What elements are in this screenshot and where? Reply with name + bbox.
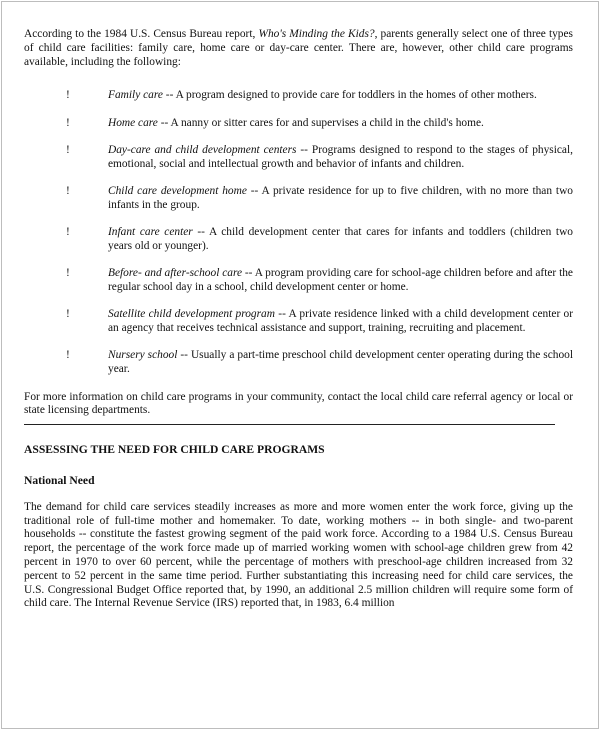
bullet-glyph: ! [66, 308, 70, 321]
intro-after: , parents generally select one of three types of child care facilities: family care, home care or day-care center. There are, however, other child care programs available, including the following: [24, 28, 573, 68]
definition-term: Satellite child development program [108, 308, 275, 321]
definition-term: Infant care center [108, 226, 193, 239]
definition-description: -- Usually a part-time preschool child development center operating during the school year. [108, 349, 573, 376]
definition-term: Home care [108, 116, 158, 129]
bullet-glyph: ! [66, 349, 70, 362]
definition-item [24, 185, 573, 213]
definition-item [24, 349, 573, 377]
bullet-glyph: ! [66, 143, 70, 156]
definition-term: Family care [108, 89, 163, 102]
bullet-glyph: ! [66, 89, 70, 102]
intro-paragraph [24, 28, 573, 69]
bullet-glyph: ! [66, 267, 70, 280]
document-page [1, 1, 599, 729]
definition-description: -- A child development center that cares for infants and toddlers (children two years old or younger). [108, 226, 573, 252]
definition-description: -- A nanny or sitter cares for and supervises a child in the child's home. [157, 116, 484, 129]
definition-term: Day-care and child development centers [108, 143, 297, 156]
definition-item [24, 308, 573, 336]
definition-item [24, 89, 573, 103]
national-need-paragraph: The demand for child care services steadily increases as more and more women enter the work force, giving up the traditional role of full-time mother and homemaker. To date, working mothers -- in both single- and two-parent households -- constitute the fastest growing segment of the paid work force. According to a 1984 U.S. Census Bureau report, the percentage of the work force made up of married working women with school-age children grew from 42 percent in 1970 to over 60 percent, while the percentage of mothers with preschool-age children increased from 32 percent to 52 percent in the same time period. Further substantiating this increasing need for child care services, the U.S. Congressional Budget Office reported that, by 1990, an additional 2.5 million children will require some form of child care. The Internal Revenue Service (IRS) reported that, in 1983, 6.4 million [24, 500, 573, 610]
definition-term: Nursery school [108, 349, 178, 362]
definition-term: Before- and after-school care [108, 267, 243, 280]
intro-before: According to the 1984 U.S. Census Bureau report, [24, 28, 259, 40]
definition-description: -- A private residence linked with a child development center or an agency that receives technical assistance and support, training, recruiting and placement. [108, 308, 574, 335]
definition-item [24, 267, 573, 295]
bullet-glyph: ! [66, 116, 70, 129]
definition-description: -- A program designed to provide care for toddlers in the homes of other mothers. [162, 89, 537, 102]
definition-term: Child care development home [108, 185, 247, 198]
definition-item [24, 144, 573, 172]
bullet-glyph: ! [66, 226, 70, 239]
subsection-heading: National Need [24, 473, 95, 487]
definition-description: -- A private residence for up to five children, with no more than two infants in the group. [108, 185, 573, 211]
bullet-glyph: ! [66, 185, 70, 198]
horizontal-rule [24, 424, 555, 425]
section-heading: ASSESSING THE NEED FOR CHILD CARE PROGRAMS [24, 443, 325, 457]
document-content [24, 28, 573, 611]
report-title: Who's Minding the Kids? [258, 28, 375, 40]
definition-item [24, 226, 573, 254]
definition-description: -- A program providing care for school-age children before and after the regular school day in a school, child development center or home. [108, 267, 573, 294]
more-info-paragraph: For more information on child care programs in your community, contact the local child care referral agency or local or state licensing departments. [24, 390, 573, 417]
definition-description: -- Programs designed to respond to the stages of physical, emotional, social and intellectual growth and behavior of infants and children. [108, 143, 573, 170]
definition-item [24, 117, 573, 131]
